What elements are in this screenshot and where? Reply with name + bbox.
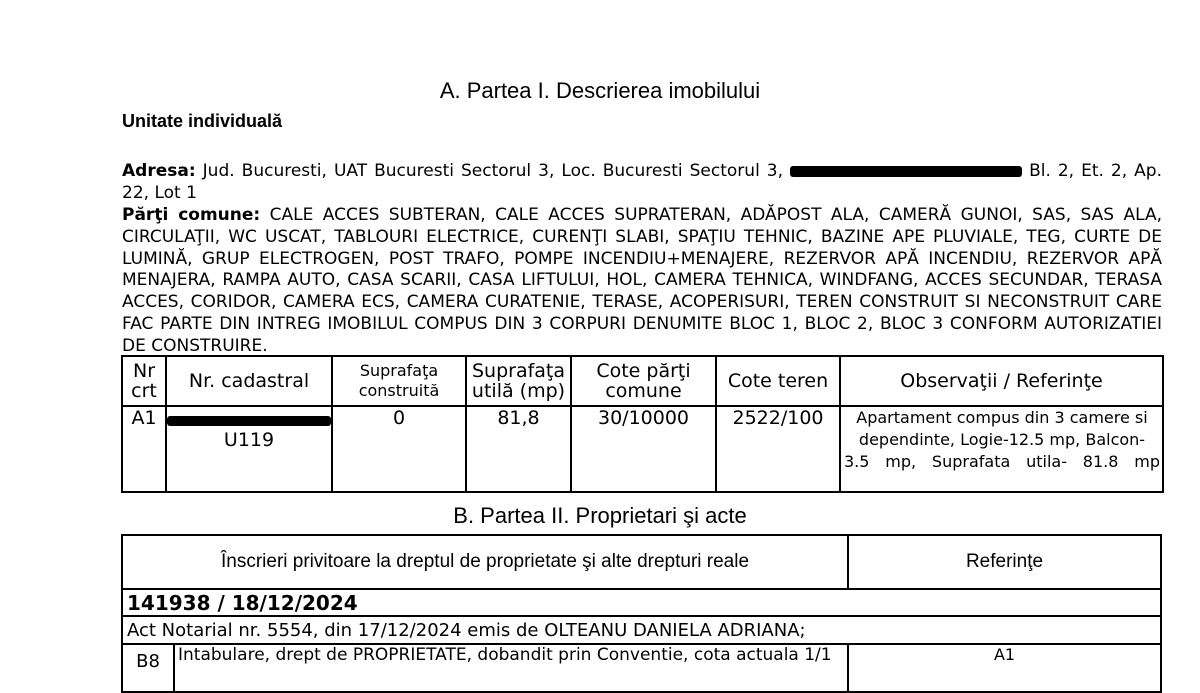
header-nr-cadastral: Nr. cadastral [166, 356, 332, 406]
header-cote-teren: Cote teren [716, 356, 840, 406]
cell-cote-parti-comune: 30/10000 [571, 406, 716, 492]
cell-suprafata-construita: 0 [332, 406, 466, 492]
redaction-bar [790, 166, 1022, 177]
header-suprafata-utila: Suprafaţa utilă (mp) [466, 356, 571, 406]
owners-table [121, 534, 1162, 693]
address-text-end: Bl. 2, Et. 2, Ap. 22, Lot 1 [122, 161, 1162, 203]
cell-observatii: Apartament compus din 3 camere si dependinte, Logie-12.5 mp, Balcon- 3.5 mp, Suprafata utila- 81.8 mp [840, 406, 1163, 492]
header-cote-parti-comune: Cote părţi comune [571, 356, 716, 406]
common-parts-paragraph [122, 205, 1162, 358]
entry-ref-b8: A1 [848, 644, 1161, 692]
header-referinte: Referinţe [848, 535, 1161, 589]
cell-nr-cadastral [166, 406, 332, 492]
common-parts-label: Părţi comune: [122, 205, 261, 225]
address-text: Jud. Bucuresti, UAT Bucuresti Sectorul 3, Loc. Bucuresti Sectorul 3, [195, 161, 791, 181]
common-parts-text: CALE ACCES SUBTERAN, CALE ACCES SUPRATERAN, ADĂPOST ALA, CAMERĂ GUNOI, SAS, SAS ALA, CIRCULAŢII, WC USCAT, TABLOURI ELECTRICE, CURENŢI SLABI, SPAŢIU TEHNIC, BAZINE APE PLUVIALE, TEG, CURTE DE LUMINĂ, GRUP ELECTROGEN, POST TRAFO, POMPE INCENDIU+MENAJERE, REZERVOR APĂ INCENDIU, REZERVOR APĂ MENAJERA, RAMPA AUTO, CASA SCARII, CASA LIFTULUI, HOL, CAMERA TEHNICA, WINDFANG, ACCES SECUNDAR, TERASA ACCES, CORIDOR, CAMERA ECS, CAMERA CURATENIE, TERASE, ACOPERISURI, TEREN CONSTRUIT SI NECONSTRUIT CARE FAC PARTE DIN INTREG IMOBILUL COMPUS DIN 3 CORPURI DENUMITE BLOC 1, BLOC 2, BLOC 3 CONFORM AUTORIZATIEI DE CONSTRUIRE. [122, 205, 1162, 356]
section-b-title: B. Partea II. Proprietari şi acte [453, 503, 747, 528]
entry-text-b8: Intabulare, drept de PROPRIETATE, dobandit prin Conventie, cota actuala 1/1 [174, 644, 848, 692]
entry-number: 141938 / 18/12/2024 [122, 589, 1161, 616]
section-a-title: A. Partea I. Descrierea imobilului [439, 78, 761, 103]
header-inscrieri: Înscrieri privitoare la dreptul de proprietate şi alte drepturi reale [122, 535, 848, 589]
act-notarial: Act Notarial nr. 5554, din 17/12/2024 emis de OLTEANU DANIELA ADRIANA; [122, 616, 1161, 644]
cell-cote-teren: 2522/100 [716, 406, 840, 492]
address-paragraph [122, 161, 1162, 205]
cadastral-suffix: U119 [223, 429, 275, 451]
address-label: Adresa: [122, 161, 196, 181]
unit-subtitle: Unitate individuală [122, 111, 283, 131]
header-suprafata-construita: Suprafaţa construită [332, 356, 466, 406]
cell-nr-crt: A1 [122, 406, 166, 492]
entry-label-b8: B8 [122, 644, 174, 692]
header-observatii: Observaţii / Referinţe [840, 356, 1163, 406]
redaction-bar [167, 416, 331, 426]
header-nr-crt: Nr crt [122, 356, 166, 406]
cell-suprafata-utila: 81,8 [466, 406, 571, 492]
property-table [121, 355, 1164, 493]
